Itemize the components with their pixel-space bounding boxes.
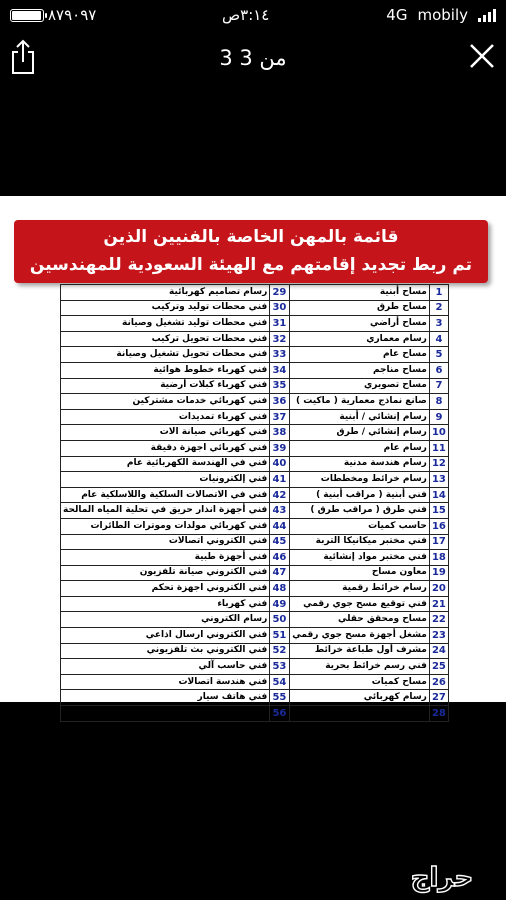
table-row — [61, 550, 449, 566]
row-number: 23 — [429, 628, 448, 644]
profession-name: رسام تصاميم كهربائية — [61, 285, 270, 301]
table-row — [61, 690, 449, 706]
table-row — [61, 285, 449, 301]
row-number: 51 — [270, 628, 289, 644]
profession-name: فني الكتروني ارسال اذاعي — [61, 628, 270, 644]
status-left-text: ٨٧٩٠٩٧ — [48, 6, 97, 24]
row-number: 42 — [270, 487, 289, 503]
profession-name: رسام كهربائي — [289, 690, 429, 706]
row-number: 36 — [270, 394, 289, 410]
profession-name: مساح كميات — [289, 674, 429, 690]
profession-name: مساح أبنية — [289, 285, 429, 301]
table-row — [61, 409, 449, 425]
profession-name: رسام إنشائي / أبنية — [289, 409, 429, 425]
carrier-name: mobily — [417, 6, 468, 24]
profession-name: رسام عام — [289, 440, 429, 456]
profession-name: فني كهربائي صيانة الات — [61, 425, 270, 441]
profession-name: فني هاتف سيار — [61, 690, 270, 706]
row-number: 39 — [270, 440, 289, 456]
row-number: 33 — [270, 347, 289, 363]
profession-name: فني الكتروني اتصالات — [61, 534, 270, 550]
table-row — [61, 362, 449, 378]
haraj-logo — [382, 860, 502, 894]
profession-name: فني أبنية ( مراقب أبنية ) — [289, 487, 429, 503]
table-row — [61, 456, 449, 472]
profession-name: فني حاسب آلي — [61, 659, 270, 675]
profession-name: فني الكتروني صيانة تلفزيون — [61, 565, 270, 581]
row-number: 11 — [429, 440, 448, 456]
row-number: 50 — [270, 612, 289, 628]
status-right — [386, 6, 496, 24]
professions-table — [60, 284, 449, 722]
row-number: 37 — [270, 409, 289, 425]
row-number: 32 — [270, 331, 289, 347]
row-number: 52 — [270, 643, 289, 659]
row-number: 43 — [270, 503, 289, 519]
profession-name: فني كهربائي خدمات مشتركين — [61, 394, 270, 410]
profession-name: رسام إنشائي / طرق — [289, 425, 429, 441]
row-number: 48 — [270, 581, 289, 597]
row-number: 5 — [429, 347, 448, 363]
row-number: 8 — [429, 394, 448, 410]
row-number: 46 — [270, 550, 289, 566]
row-number: 4 — [429, 331, 448, 347]
row-number: 17 — [429, 534, 448, 550]
table-row — [61, 425, 449, 441]
row-number: 49 — [270, 596, 289, 612]
table-row — [61, 316, 449, 332]
document-title-banner — [14, 220, 488, 283]
table-row — [61, 394, 449, 410]
row-number: 55 — [270, 690, 289, 706]
row-number: 54 — [270, 674, 289, 690]
table-row — [61, 472, 449, 488]
row-number: 2 — [429, 300, 448, 316]
profession-name: رسام هندسة مدنية — [289, 456, 429, 472]
row-number: 9 — [429, 409, 448, 425]
profession-name: فني في الهندسة الكهربائية عام — [61, 456, 270, 472]
row-number: 26 — [429, 674, 448, 690]
row-number: 20 — [429, 581, 448, 597]
row-number: 6 — [429, 362, 448, 378]
profession-name: مشغل أجهزة مسح جوي رقمي — [289, 628, 429, 644]
status-left — [10, 6, 96, 24]
row-number: 21 — [429, 596, 448, 612]
profession-name: فني محطات تحويل تشغيل وصيانة — [61, 347, 270, 363]
row-number: 29 — [270, 285, 289, 301]
profession-name: فني طرق ( مراقب طرق ) — [289, 503, 429, 519]
profession-name: مساح مناجم — [289, 362, 429, 378]
battery-icon — [10, 9, 44, 22]
profession-name: فني محطات توليد تشغيل وصيانة — [61, 316, 270, 332]
row-number: 14 — [429, 487, 448, 503]
profession-name: فني كهرباء تمديدات — [61, 409, 270, 425]
table-row — [61, 487, 449, 503]
profession-name: فني مختبر ميكانيكا التربة — [289, 534, 429, 550]
document-title-line2: تم ربط تجديد إقامتهم مع الهيئة السعودية للمهندسين — [29, 255, 473, 275]
row-number: 34 — [270, 362, 289, 378]
profession-name: صانع نماذج معمارية ( ماكيت ) — [289, 394, 429, 410]
row-number: 13 — [429, 472, 448, 488]
row-number: 38 — [270, 425, 289, 441]
profession-name: فني كهرباء خطوط هوائية — [61, 362, 270, 378]
status-time: ٣:١٤ص — [222, 6, 270, 24]
table-row — [61, 378, 449, 394]
profession-name: فني كهرباء — [61, 596, 270, 612]
profession-name: فني أجهزة طبية — [61, 550, 270, 566]
profession-name: فني مختبر مواد إنشائية — [289, 550, 429, 566]
row-number: 19 — [429, 565, 448, 581]
table-row — [61, 331, 449, 347]
profession-name: حاسب كميات — [289, 518, 429, 534]
profession-name: فني رسم خرائط بحرية — [289, 659, 429, 675]
profession-name: رسام خرائط رقمية — [289, 581, 429, 597]
status-bar — [0, 0, 506, 30]
row-number: 24 — [429, 643, 448, 659]
network-type: 4G — [386, 6, 408, 24]
profession-name: فني كهربائي اجهزة دقيقة — [61, 440, 270, 456]
row-number: 15 — [429, 503, 448, 519]
profession-name: مساح عام — [289, 347, 429, 363]
profession-name: فني كهرباء كبلات أرضية — [61, 378, 270, 394]
table-row — [61, 565, 449, 581]
haraj-logo-text: حراج — [410, 863, 474, 893]
row-number: 10 — [429, 425, 448, 441]
row-number: 41 — [270, 472, 289, 488]
row-number: 47 — [270, 565, 289, 581]
profession-name: فني توقيع مسح جوي رقمي — [289, 596, 429, 612]
table-row — [61, 300, 449, 316]
profession-name: مشرف أول طباعة خرائط — [289, 643, 429, 659]
row-number: 28 — [429, 706, 448, 722]
row-number: 35 — [270, 378, 289, 394]
table-row — [61, 534, 449, 550]
profession-name: رسام الكتروني — [61, 612, 270, 628]
profession-name: فني في الاتصالات السلكية واللاسلكية عام — [61, 487, 270, 503]
table-row — [61, 674, 449, 690]
signal-icon — [478, 9, 496, 22]
document-title-line1: قائمة بالمهن الخاصة بالفنيين الذين — [103, 227, 399, 247]
row-number: 40 — [270, 456, 289, 472]
table-row — [61, 596, 449, 612]
table-row — [61, 581, 449, 597]
table-row — [61, 440, 449, 456]
table-row — [61, 706, 449, 722]
row-number: 18 — [429, 550, 448, 566]
profession-name: فني محطات توليد وتركيب — [61, 300, 270, 316]
profession-name: رسام خرائط ومخططات — [289, 472, 429, 488]
row-number: 53 — [270, 659, 289, 675]
table-row — [61, 643, 449, 659]
profession-name: مساح تصويري — [289, 378, 429, 394]
table-row — [61, 659, 449, 675]
table-row — [61, 518, 449, 534]
row-number: 25 — [429, 659, 448, 675]
row-number: 22 — [429, 612, 448, 628]
profession-name: فني هندسة اتصالات — [61, 674, 270, 690]
profession-name: مساح أراضي — [289, 316, 429, 332]
profession-name: رسام معماري — [289, 331, 429, 347]
row-number: 44 — [270, 518, 289, 534]
profession-name: معاون مساح — [289, 565, 429, 581]
close-icon[interactable] — [468, 42, 496, 70]
table-row — [61, 612, 449, 628]
row-number: 30 — [270, 300, 289, 316]
table-row — [61, 347, 449, 363]
viewer-nav-bar — [0, 30, 506, 86]
profession-name: فني تلفونات — [61, 706, 270, 722]
profession-name: فني الكتروني اجهزة تحكم — [61, 581, 270, 597]
row-number: 3 — [429, 316, 448, 332]
profession-name: مساح طرق — [289, 300, 429, 316]
row-number: 45 — [270, 534, 289, 550]
row-number: 12 — [429, 456, 448, 472]
row-number: 56 — [270, 706, 289, 722]
profession-name: فني أجهزة انذار حريق في تحلية المياه المالحة — [61, 503, 270, 519]
table-row — [61, 503, 449, 519]
row-number: 16 — [429, 518, 448, 534]
profession-name: فني كهربائي مولدات وموترات الطائرات — [61, 518, 270, 534]
document-image — [0, 196, 506, 719]
page-counter: 3 من 3 — [219, 46, 287, 70]
profession-name: رسام ميكانيكي — [289, 706, 429, 722]
row-number: 1 — [429, 285, 448, 301]
row-number: 31 — [270, 316, 289, 332]
row-number: 7 — [429, 378, 448, 394]
profession-name: فني إلكترونيات — [61, 472, 270, 488]
profession-name: فني محطات تحويل تركيب — [61, 331, 270, 347]
row-number: 27 — [429, 690, 448, 706]
table-row — [61, 628, 449, 644]
profession-name: مساح ومحقق حقلي — [289, 612, 429, 628]
profession-name: فني الكتروني بث تلفزيوني — [61, 643, 270, 659]
